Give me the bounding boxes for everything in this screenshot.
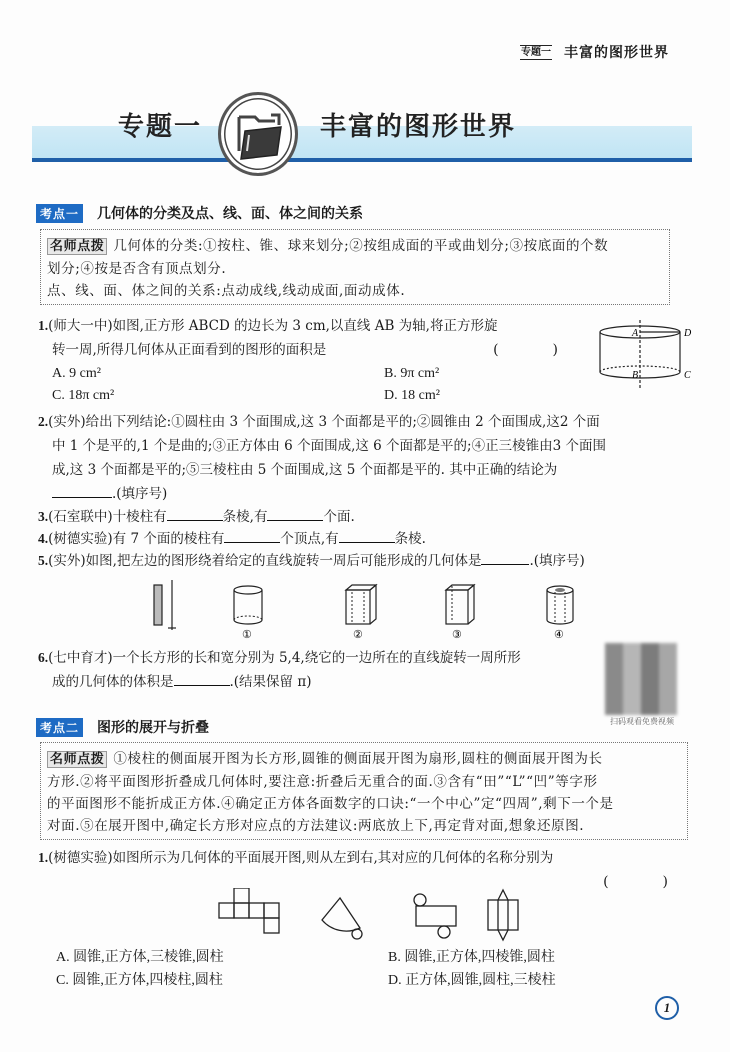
label-a: A [632, 328, 639, 339]
label-c: C [684, 370, 691, 381]
question-number: 6. [38, 650, 49, 665]
question-text: 成的几何体的体积是 [52, 674, 174, 690]
question-number: 1. [38, 850, 49, 865]
question-text: 条棱. [394, 531, 426, 547]
question-1 [38, 314, 578, 362]
answer-blank[interactable] [267, 507, 323, 521]
option-b[interactable]: B. 圆锥,正方体,四棱锥,圆柱 [388, 950, 555, 965]
option-a[interactable]: A. 9 cm² [52, 366, 101, 381]
tip-line: 几何体的分类:①按柱、锥、球来划分;②按组成面的平或曲划分;③按底面的个数 [113, 238, 609, 254]
question-text: (师大一中)如图,正方形 ABCD 的边长为 3 cm,以直线 AB 为轴,将正方形旋 [48, 318, 498, 334]
chapter-badge [218, 92, 298, 176]
banner-rule [32, 158, 692, 162]
tip-line: 的平面图形不能折成正方体.④确定正方体各面数字的口诀:“一个中心”定“四周”,剩下一个是 [47, 796, 614, 812]
answer-paren[interactable]: ( ) [493, 342, 578, 358]
option-a[interactable]: A. 圆锥,正方体,三棱锥,圆柱 [56, 950, 224, 965]
question-text: 成,这 3 个面都是平的;⑤三棱柱由 5 个面围成,这 5 个面都是平的. 其中正确的结论为 [52, 462, 558, 478]
tip-box-1 [40, 229, 670, 305]
question-4 [38, 527, 426, 551]
question-text: (树德实验)有 7 个面的棱柱有 [48, 531, 225, 547]
question-number: 5. [38, 553, 49, 568]
option-2-hollow-prism[interactable] [346, 585, 376, 641]
tip-line: 方形.②将平面图形折叠成几何体时,要注意:折叠后无重合的面.③含有“田”“L”“凹”等字形 [47, 774, 598, 790]
option-c[interactable]: C. 圆锥,正方体,四棱柱,圆柱 [56, 973, 223, 988]
figure-label: ③ [452, 628, 462, 641]
running-header [520, 42, 669, 62]
option-b[interactable]: B. 9π cm² [384, 366, 440, 381]
chapter-title: 丰富的图形世界 [320, 112, 517, 142]
question-text: 条棱,有 [222, 509, 268, 525]
source-rectangle-figure [154, 580, 176, 630]
qr-code[interactable] [605, 643, 677, 715]
answer-blank[interactable] [224, 529, 280, 543]
question-5 [38, 549, 585, 573]
question-number: 3. [38, 509, 49, 524]
section-2-tag: 考点二 [36, 718, 83, 737]
tip-box-2 [40, 742, 688, 840]
tip-tag: 名师点拨 [47, 751, 107, 768]
question-text: (实外)给出下列结论:①圆柱由 3 个面围成,这 3 个面都是平的;②圆锥由 2 个面围成,这2 个面 [48, 414, 600, 430]
option-3-prism[interactable] [446, 585, 474, 641]
label-b: B [632, 370, 639, 381]
option-d[interactable]: D. 18 cm² [384, 388, 440, 403]
label-d: D [684, 328, 692, 339]
running-header-title: 丰富的图形世界 [564, 45, 669, 61]
section-1-tag: 考点一 [36, 204, 83, 223]
cone-net [322, 898, 362, 939]
qr-caption: 扫码观看免费视频 [610, 717, 674, 726]
tip-line: ①棱柱的侧面展开图为长方形,圆锥的侧面展开图为扇形,圆柱的侧面展开图为长 [113, 751, 603, 767]
question-text: (树德实验)如图所示为几何体的平面展开图,则从左到右,其对应的几何体的名称分别为 [48, 850, 554, 866]
answer-blank[interactable] [481, 551, 529, 565]
question-3 [38, 505, 355, 529]
answer-paren[interactable]: ( ) [603, 874, 688, 890]
prism-net [488, 890, 518, 940]
question-text: .(结果保留 π) [229, 674, 312, 690]
answer-blank[interactable] [52, 484, 112, 498]
running-header-tag: 专题一 [521, 46, 551, 58]
rotation-figures [150, 580, 590, 642]
question-text: .(填序号) [529, 553, 585, 569]
figure-label: ① [242, 628, 252, 641]
question-text: (石室联中)十棱柱有 [48, 509, 167, 525]
question-text: .(填序号) [112, 486, 168, 502]
question-number: 4. [38, 531, 49, 546]
folder-icon [221, 95, 295, 173]
question-number: 2. [38, 414, 49, 429]
chapter-number: 专题一 [118, 112, 203, 142]
option-4-hollow-cylinder[interactable] [547, 586, 573, 641]
tip-tag: 名师点拨 [47, 238, 107, 255]
tip-line: 对面.⑤在展开图中,确定长方形对应点的方法建议:两底放上下,再定背对面,想象还原图. [47, 818, 585, 834]
question-2 [38, 410, 678, 506]
question-6 [38, 646, 608, 694]
question-number: 1. [38, 318, 49, 333]
question-text: 转一周,所得几何体从正面看到的图形的面积是 [52, 342, 327, 358]
figure-label: ② [353, 628, 363, 641]
figure-label: ④ [554, 628, 564, 641]
question-text: 个顶点,有 [280, 531, 339, 547]
cylinder-figure [596, 320, 706, 392]
question-s2-1 [38, 846, 688, 894]
option-d[interactable]: D. 正方体,圆锥,圆柱,三棱柱 [388, 973, 556, 988]
answer-blank[interactable] [174, 672, 230, 686]
question-text: (七中育才)一个长方形的长和宽分别为 5,4,绕它的一边所在的直线旋转一周所形 [48, 650, 521, 666]
cube-net [219, 888, 279, 933]
section-2-title: 图形的展开与折叠 [97, 720, 210, 736]
question-text: 中 1 个是平的,1 个是曲的;③正方体由 6 个面围成,这 6 个面都是平的;④正三棱锥由3 个面围 [52, 438, 606, 454]
page-number: 1 [655, 996, 679, 1020]
option-c[interactable]: C. 18π cm² [52, 388, 115, 403]
question-text: 个面. [323, 509, 355, 525]
question-text: (实外)如图,把左边的图形绕着给定的直线旋转一周后可能形成的几何体是 [48, 553, 482, 569]
section-1-header [36, 203, 363, 223]
answer-blank[interactable] [339, 529, 395, 543]
cylinder-net [414, 894, 456, 938]
option-1-cylinder[interactable] [234, 586, 262, 641]
tip-line: 划分;④按是否含有顶点划分. [47, 261, 227, 277]
answer-blank[interactable] [167, 507, 223, 521]
section-1-title: 几何体的分类及点、线、面、体之间的关系 [97, 206, 364, 222]
tip-line: 点、线、面、体之间的关系:点动成线,线动成面,面动成体. [47, 283, 406, 299]
section-2-header [36, 717, 209, 737]
